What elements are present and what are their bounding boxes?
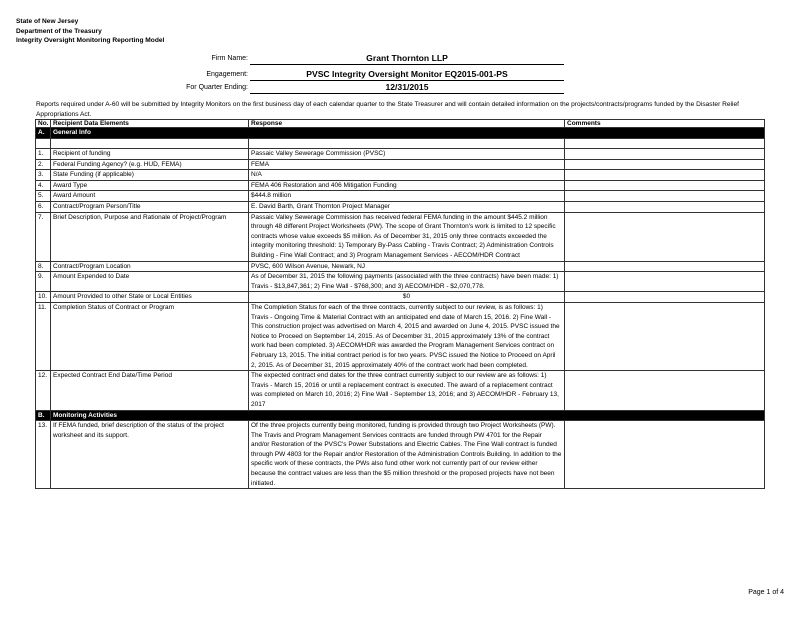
row-element: Amount Expended to Date [51, 272, 249, 292]
state-title: State of New Jersey [16, 18, 79, 25]
row-element: Federal Funding Agency? (e.g. HUD, FEMA) [51, 159, 249, 170]
engagement-label: Engagement: [206, 71, 248, 78]
row-comments [565, 303, 765, 371]
row-response: As of December 31, 2015 the following payments (associated with the three contracts) have been made: 1) Travis - $13,847,361; 2) Fine Wall - $768,300; and 3) AECOM/HDR - $2,070,778. [249, 272, 565, 292]
department-title: Department of the Treasury [16, 27, 102, 35]
table-row [36, 303, 765, 371]
row-element: Contract/Program Location [51, 261, 249, 272]
row-number: 2. [36, 159, 51, 170]
section-number: A. [36, 128, 51, 139]
blank-cell [249, 138, 565, 149]
blank-cell [51, 138, 249, 149]
row-number: 4. [36, 180, 51, 191]
blank-row [36, 138, 765, 149]
row-response: FEMA 406 Restoration and 406 Mitigation Funding [249, 180, 565, 191]
row-comments [565, 149, 765, 160]
row-response: PVSC, 600 Wilson Avenue, Newark, NJ [249, 261, 565, 272]
row-response: FEMA [249, 159, 565, 170]
row-element: State Funding (if applicable) [51, 170, 249, 181]
section-b-header [36, 410, 765, 421]
row-number: 10. [36, 292, 51, 303]
table-row [36, 421, 765, 489]
blank-cell [36, 138, 51, 149]
row-comments [565, 292, 765, 303]
section-number: B. [36, 410, 51, 421]
row-element: Expected Contract End Date/Time Period [51, 371, 249, 410]
quarter-label: For Quarter Ending: [186, 84, 248, 91]
row-comments [565, 170, 765, 181]
row-response: The Completion Status for each of the three contracts, currently subject to our review, is as follows: 1) Travis - Ongoing Time & Material Contract with an anticipated end date of March 15, 2016. 2) Fine Wall - This construction project was advertised on March 4, 2015 and awarded on June 4, 2015. PVSC issued the Notice to Proceed on September 14, 2015. As of December 31, 2015 approximately 13% of the contract work had been completed. 3) AECOM/HDR was awarded the Program Management Services contract on February 13, 2015. The initial contract period is for two years. PVSC issued the Notice to Proceed on April 2, 2015. As of December 31, 2015 approximately 40% of the contract work had been completed. [249, 303, 565, 371]
row-element: Brief Description, Purpose and Rationale of Project/Program [51, 212, 249, 261]
row-response: The expected contract end dates for the three contract currently subject to our review are as follows: 1) Travis - March 15, 2016 or until a replacement contract is executed. The award of a replacement contract was completed on March 10, 2016; 2) Fine Wall - September 13, 2016; and 3) AECOM/HDR - February 13, 2017 [249, 371, 565, 410]
engagement-value: PVSC Integrity Oversight Monitor EQ2015-001-PS [250, 69, 564, 81]
row-comments [565, 159, 765, 170]
row-number: 7. [36, 212, 51, 261]
row-number: 12. [36, 371, 51, 410]
row-number: 1. [36, 149, 51, 160]
row-element: Award Amount [51, 191, 249, 202]
row-number: 5. [36, 191, 51, 202]
table-header-row [36, 120, 765, 128]
row-number: 11. [36, 303, 51, 371]
table-row [36, 180, 765, 191]
page-number: Page 1 of 4 [748, 589, 784, 596]
row-number: 13. [36, 421, 51, 489]
intro-text: Reports required under A-60 will be submitted by Integrity Monitors on the first business day of each calendar quarter to the State Treasurer and will contain detailed information on the projects/contracts/programs funded by the Disaster Relief Appropriations Act. [36, 101, 739, 118]
report-header [16, 17, 164, 46]
table-row [36, 191, 765, 202]
table-row [36, 261, 765, 272]
row-element: Completion Status of Contract or Program [51, 303, 249, 371]
table-row [36, 272, 765, 292]
row-response: N/A [249, 170, 565, 181]
row-element: If FEMA funded, brief description of the status of the project worksheet and its support. [51, 421, 249, 489]
blank-cell [565, 138, 765, 149]
row-response: $444.8 million [249, 191, 565, 202]
table-row [36, 159, 765, 170]
row-response: Of the three projects currently being monitored, funding is provided through two Project Worksheets (PW). The Travis and Program Management Services contracts are funded through PW 4701 for the Repair and/or Restoration of the PVSC's Power Substations and Electric Cables. The Fine Wall contract is funded through PW 4803 for the Repair and/or Restoration of the Administration Controls Building. In addition to the specific work of these contracts, the PWs also fund other work not currently part of our review either because the contract values are less than the $5 million threshold or the proposed projects have not been initiated. [249, 421, 565, 489]
row-response: E. David Barth, Grant Thornton Project Manager [249, 202, 565, 213]
row-number: 9. [36, 272, 51, 292]
table-row [36, 149, 765, 160]
table-row [36, 170, 765, 181]
row-comments [565, 212, 765, 261]
comments-column-header: Comments [565, 120, 765, 128]
firm-name-label: Firm Name: [211, 55, 248, 62]
no-column-header: No. [36, 120, 51, 128]
row-comments [565, 191, 765, 202]
row-element: Amount Provided to other State or Local Entities [51, 292, 249, 303]
recipient-data-table [35, 119, 765, 489]
row-comments [565, 421, 765, 489]
table-row [36, 202, 765, 213]
row-comments [565, 272, 765, 292]
row-comments [565, 202, 765, 213]
table-row [36, 292, 765, 303]
row-comments [565, 371, 765, 410]
firm-name-value: Grant Thornton LLP [250, 53, 564, 65]
row-element: Contract/Program Person/Title [51, 202, 249, 213]
row-response: $0 [249, 292, 565, 303]
row-element: Recipient of funding [51, 149, 249, 160]
response-column-header: Response [249, 120, 565, 128]
row-number: 6. [36, 202, 51, 213]
quarter-value: 12/31/2015 [250, 82, 564, 94]
section-title: Monitoring Activities [51, 410, 765, 421]
row-number: 8. [36, 261, 51, 272]
row-number: 3. [36, 170, 51, 181]
row-response: Passaic Valley Sewerage Commission (PVSC) [249, 149, 565, 160]
table-row [36, 212, 765, 261]
row-comments [565, 261, 765, 272]
section-title: General Info [51, 128, 765, 139]
row-element: Award Type [51, 180, 249, 191]
row-response: Passaic Valley Sewerage Commission has received federal FEMA funding in the amount $445.2 million through 48 different Project Worksheets (PW). The scope of Grant Thornton's work is limited to 12 specific contracts whose value exceeds $5 million. As of December 31, 2015 only three contracts exceeded the integrity monitoring threshold: 1) Temporary By-Pass Cabling - Travis Contract; 2) Administration Controls Building - Fine Wall Contract; and 3) Program Management Services - AECOM/HDR Contract [249, 212, 565, 261]
model-title: Integrity Oversight Monitoring Reporting Model [16, 37, 165, 44]
section-a-header [36, 128, 765, 139]
table-row [36, 371, 765, 410]
row-comments [565, 180, 765, 191]
element-column-header: Recipient Data Elements [51, 120, 249, 128]
